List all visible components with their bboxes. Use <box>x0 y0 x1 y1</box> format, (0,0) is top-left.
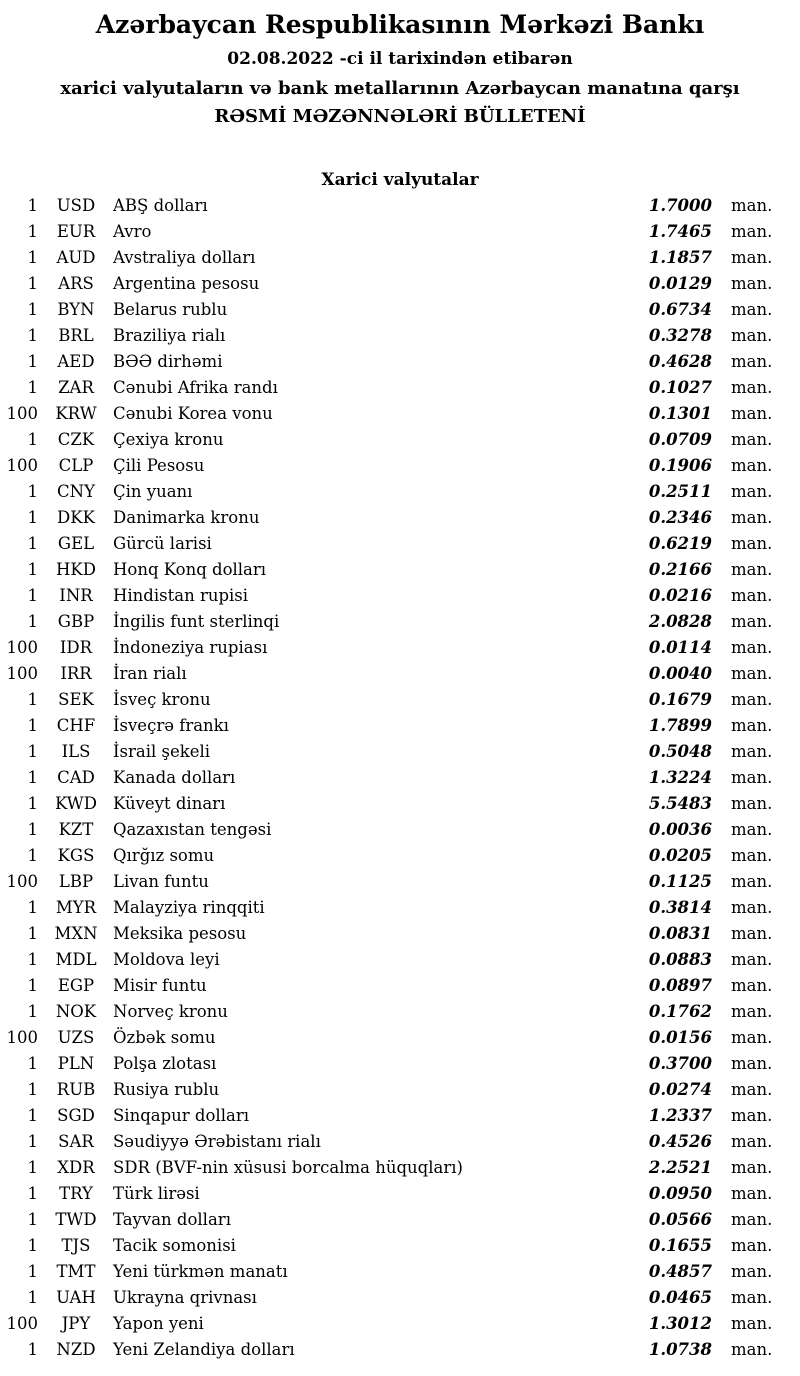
rate-value-cell: 2.2521 <box>648 1158 712 1177</box>
rate-value-cell: 0.0465 <box>648 1288 712 1307</box>
rate-value-cell: 1.3012 <box>648 1314 712 1333</box>
currency-code-cell: KZT <box>58 820 94 839</box>
currency-name-cell: Qırğız somu <box>113 846 215 865</box>
rate-value-cell: 0.2346 <box>648 508 712 527</box>
rate-row <box>0 843 800 869</box>
rate-value-cell: 0.0205 <box>648 846 712 865</box>
unit-cell: man. <box>731 196 773 215</box>
unit-cell: man. <box>731 378 773 397</box>
rate-value-cell: 0.3278 <box>648 326 712 345</box>
currency-code-cell: CNY <box>57 482 95 501</box>
currency-name-cell: Tacik somonisi <box>113 1236 236 1255</box>
rate-value-cell: 1.0738 <box>648 1340 712 1359</box>
currency-name-cell: Kanada dolları <box>113 768 236 787</box>
currency-code-cell: INR <box>59 586 93 605</box>
currency-code-cell: SAR <box>58 1132 94 1151</box>
rate-row <box>0 375 800 401</box>
currency-name-cell: SDR (BVF-nin xüsusi borcalma hüquqları) <box>113 1158 463 1177</box>
rate-row <box>0 1025 800 1051</box>
rates-table <box>0 193 800 1363</box>
quantity-cell: 1 <box>27 1184 38 1203</box>
currency-name-cell: Avro <box>113 222 152 241</box>
rate-value-cell: 0.6734 <box>648 300 712 319</box>
quantity-cell: 1 <box>27 352 38 371</box>
currency-name-cell: Argentina pesosu <box>113 274 260 293</box>
currency-code-cell: XDR <box>57 1158 95 1177</box>
rate-value-cell: 0.4628 <box>648 352 712 371</box>
currency-code-cell: NZD <box>56 1340 96 1359</box>
currency-name-cell: Yeni türkmən manatı <box>113 1262 288 1281</box>
currency-name-cell: Sinqapur dolları <box>113 1106 249 1125</box>
currency-code-cell: MXN <box>54 924 98 943</box>
unit-cell: man. <box>731 664 773 683</box>
currency-name-cell: ABŞ dolları <box>113 196 208 215</box>
currency-name-cell: Honq Konq dolları <box>113 560 267 579</box>
currency-name-cell: Rusiya rublu <box>113 1080 220 1099</box>
unit-cell: man. <box>731 1340 773 1359</box>
quantity-cell: 1 <box>27 846 38 865</box>
unit-cell: man. <box>731 326 773 345</box>
quantity-cell: 100 <box>6 456 38 475</box>
currency-name-cell: Braziliya rialı <box>113 326 226 345</box>
unit-cell: man. <box>731 1106 773 1125</box>
rate-value-cell: 0.0274 <box>648 1080 712 1099</box>
rate-value-cell: 1.7899 <box>648 716 712 735</box>
unit-cell: man. <box>731 534 773 553</box>
rate-row <box>0 1155 800 1181</box>
currency-name-cell: İsveç kronu <box>113 690 211 709</box>
quantity-cell: 1 <box>27 1002 38 1021</box>
quantity-cell: 1 <box>27 976 38 995</box>
currency-name-cell: Yeni Zelandiya dolları <box>113 1340 295 1359</box>
currency-code-cell: KWD <box>55 794 97 813</box>
quantity-cell: 1 <box>27 950 38 969</box>
rate-row <box>0 661 800 687</box>
unit-cell: man. <box>731 1236 773 1255</box>
rate-value-cell: 0.0129 <box>648 274 712 293</box>
unit-cell: man. <box>731 508 773 527</box>
rate-value-cell: 1.7465 <box>648 222 712 241</box>
quantity-cell: 1 <box>27 222 38 241</box>
rate-row <box>0 791 800 817</box>
quantity-cell: 1 <box>27 378 38 397</box>
currency-code-cell: IDR <box>59 638 93 657</box>
rate-row <box>0 921 800 947</box>
unit-cell: man. <box>731 1184 773 1203</box>
currency-name-cell: Misir funtu <box>113 976 207 995</box>
quantity-cell: 1 <box>27 1080 38 1099</box>
currency-name-cell: İndoneziya rupiası <box>113 638 268 657</box>
rate-value-cell: 1.1857 <box>648 248 712 267</box>
currency-code-cell: CAD <box>57 768 95 787</box>
rate-row <box>0 401 800 427</box>
rate-row <box>0 1259 800 1285</box>
currency-code-cell: USD <box>56 196 96 215</box>
currency-name-cell: Danimarka kronu <box>113 508 260 527</box>
currency-name-cell: Qazaxıstan tengəsi <box>113 820 272 839</box>
currency-code-cell: GBP <box>57 612 95 631</box>
quantity-cell: 1 <box>27 1054 38 1073</box>
currency-code-cell: TWD <box>55 1210 97 1229</box>
quantity-cell: 100 <box>6 1028 38 1047</box>
currency-name-cell: İran rialı <box>113 664 187 683</box>
rate-row <box>0 219 800 245</box>
currency-name-cell: Türk lirəsi <box>113 1184 200 1203</box>
bulletin-title: RƏSMİ MƏZƏNNƏLƏRİ BÜLLETENİ <box>214 106 586 127</box>
unit-cell: man. <box>731 482 773 501</box>
rate-value-cell: 0.3814 <box>648 898 712 917</box>
currency-code-cell: CLP <box>58 456 94 475</box>
rate-row <box>0 349 800 375</box>
rate-row <box>0 635 800 661</box>
currency-code-cell: CHF <box>56 716 96 735</box>
rate-value-cell: 0.0566 <box>648 1210 712 1229</box>
currency-code-cell: BYN <box>57 300 95 319</box>
rate-value-cell: 0.3700 <box>648 1054 712 1073</box>
rate-value-cell: 0.1655 <box>648 1236 712 1255</box>
currency-code-cell: KGS <box>57 846 95 865</box>
quantity-cell: 1 <box>27 1288 38 1307</box>
quantity-cell: 1 <box>27 196 38 215</box>
quantity-cell: 1 <box>27 690 38 709</box>
quantity-cell: 1 <box>27 326 38 345</box>
quantity-cell: 1 <box>27 534 38 553</box>
currency-code-cell: TJS <box>61 1236 91 1255</box>
unit-cell: man. <box>731 820 773 839</box>
currency-name-cell: Hindistan rupisi <box>113 586 249 605</box>
currency-code-cell: ILS <box>61 742 91 761</box>
currency-name-cell: BƏƏ dirhəmi <box>113 352 223 371</box>
rate-row <box>0 531 800 557</box>
quantity-cell: 1 <box>27 1262 38 1281</box>
rate-row <box>0 1129 800 1155</box>
unit-cell: man. <box>731 716 773 735</box>
currency-name-cell: Çili Pesosu <box>113 456 205 475</box>
rate-row <box>0 1233 800 1259</box>
currency-name-cell: Moldova leyi <box>113 950 220 969</box>
unit-cell: man. <box>731 1080 773 1099</box>
currency-code-cell: PLN <box>57 1054 95 1073</box>
quantity-cell: 1 <box>27 248 38 267</box>
currency-name-cell: Gürcü larisi <box>113 534 212 553</box>
unit-cell: man. <box>731 586 773 605</box>
currency-name-cell: İsveçrə frankı <box>113 716 229 735</box>
unit-cell: man. <box>731 404 773 423</box>
unit-cell: man. <box>731 742 773 761</box>
currency-name-cell: Meksika pesosu <box>113 924 247 943</box>
rate-value-cell: 0.0897 <box>648 976 712 995</box>
rate-row <box>0 713 800 739</box>
quantity-cell: 100 <box>6 664 38 683</box>
rate-row <box>0 739 800 765</box>
currency-code-cell: IRR <box>60 664 92 683</box>
currency-code-cell: MDL <box>55 950 97 969</box>
currency-code-cell: UZS <box>57 1028 95 1047</box>
bank-title: Azərbaycan Respublikasının Mərkəzi Bankı <box>95 10 705 39</box>
unit-cell: man. <box>731 560 773 579</box>
quantity-cell: 1 <box>27 586 38 605</box>
unit-cell: man. <box>731 898 773 917</box>
rate-value-cell: 5.5483 <box>648 794 712 813</box>
unit-cell: man. <box>731 872 773 891</box>
rate-row <box>0 427 800 453</box>
rate-value-cell: 0.1679 <box>648 690 712 709</box>
rate-value-cell: 0.1762 <box>648 1002 712 1021</box>
quantity-cell: 100 <box>6 872 38 891</box>
currency-name-cell: Özbək somu <box>113 1028 216 1047</box>
rate-row <box>0 271 800 297</box>
quantity-cell: 100 <box>6 1314 38 1333</box>
quantity-cell: 100 <box>6 404 38 423</box>
quantity-cell: 1 <box>27 820 38 839</box>
unit-cell: man. <box>731 1288 773 1307</box>
rate-value-cell: 0.0156 <box>648 1028 712 1047</box>
currency-code-cell: DKK <box>57 508 95 527</box>
currency-code-cell: HKD <box>56 560 96 579</box>
unit-cell: man. <box>731 976 773 995</box>
unit-cell: man. <box>731 222 773 241</box>
currency-code-cell: ZAR <box>58 378 94 397</box>
rate-row <box>0 1051 800 1077</box>
unit-cell: man. <box>731 1002 773 1021</box>
quantity-cell: 1 <box>27 1210 38 1229</box>
rate-row <box>0 1311 800 1337</box>
unit-cell: man. <box>731 1158 773 1177</box>
quantity-cell: 1 <box>27 560 38 579</box>
currency-code-cell: EUR <box>56 222 96 241</box>
rate-value-cell: 0.4857 <box>648 1262 712 1281</box>
rate-value-cell: 0.0709 <box>648 430 712 449</box>
unit-cell: man. <box>731 846 773 865</box>
unit-cell: man. <box>731 300 773 319</box>
unit-cell: man. <box>731 430 773 449</box>
currency-code-cell: AUD <box>56 248 96 267</box>
rate-value-cell: 0.2166 <box>648 560 712 579</box>
effective-date-line: 02.08.2022 -ci il tarixindən etibarən <box>227 49 573 69</box>
unit-cell: man. <box>731 1262 773 1281</box>
currency-code-cell: RUB <box>56 1080 96 1099</box>
currency-code-cell: LBP <box>58 872 94 891</box>
currency-code-cell: SEK <box>58 690 94 709</box>
currency-code-cell: CZK <box>57 430 95 449</box>
rate-row <box>0 687 800 713</box>
quantity-cell: 1 <box>27 898 38 917</box>
rate-value-cell: 1.3224 <box>648 768 712 787</box>
rate-value-cell: 0.1906 <box>648 456 712 475</box>
currency-name-cell: Cənubi Afrika randı <box>113 378 278 397</box>
quantity-cell: 1 <box>27 274 38 293</box>
rate-value-cell: 1.2337 <box>648 1106 712 1125</box>
rate-value-cell: 0.2511 <box>648 482 712 501</box>
rate-row <box>0 245 800 271</box>
rate-value-cell: 2.0828 <box>648 612 712 631</box>
rate-value-cell: 0.0040 <box>648 664 712 683</box>
unit-cell: man. <box>731 924 773 943</box>
rate-value-cell: 0.0114 <box>648 638 712 657</box>
currency-code-cell: UAH <box>56 1288 96 1307</box>
unit-cell: man. <box>731 1028 773 1047</box>
currency-name-cell: Küveyt dinarı <box>113 794 226 813</box>
rate-row <box>0 947 800 973</box>
quantity-cell: 1 <box>27 508 38 527</box>
rate-row <box>0 453 800 479</box>
rate-row <box>0 193 800 219</box>
quantity-cell: 1 <box>27 1106 38 1125</box>
rate-value-cell: 0.4526 <box>648 1132 712 1151</box>
currency-name-cell: İngilis funt sterlinqi <box>113 612 280 631</box>
rate-row <box>0 1285 800 1311</box>
rate-row <box>0 583 800 609</box>
rate-row <box>0 609 800 635</box>
rate-row <box>0 505 800 531</box>
currency-name-cell: Livan funtu <box>113 872 209 891</box>
rate-row <box>0 323 800 349</box>
currency-code-cell: SGD <box>57 1106 95 1125</box>
currency-name-cell: Polşa zlotası <box>113 1054 217 1073</box>
currency-code-cell: EGP <box>57 976 95 995</box>
quantity-cell: 1 <box>27 1236 38 1255</box>
currency-code-cell: NOK <box>55 1002 97 1021</box>
currency-code-cell: KRW <box>55 404 97 423</box>
unit-cell: man. <box>731 274 773 293</box>
rate-row <box>0 1181 800 1207</box>
rate-row <box>0 1207 800 1233</box>
currency-name-cell: Səudiyyə Ərəbistanı rialı <box>113 1132 321 1151</box>
quantity-cell: 1 <box>27 742 38 761</box>
quantity-cell: 1 <box>27 768 38 787</box>
currency-code-cell: ARS <box>58 274 94 293</box>
subject-line: xarici valyutaların və bank metallarının Azərbaycan manatına qarşı <box>60 78 740 99</box>
rate-row <box>0 817 800 843</box>
unit-cell: man. <box>731 638 773 657</box>
rate-value-cell: 0.1125 <box>648 872 712 891</box>
currency-name-cell: Malayziya rinqqiti <box>113 898 265 917</box>
quantity-cell: 1 <box>27 300 38 319</box>
rate-value-cell: 0.1301 <box>648 404 712 423</box>
currency-code-cell: GEL <box>57 534 95 553</box>
quantity-cell: 1 <box>27 430 38 449</box>
currency-code-cell: TMT <box>56 1262 96 1281</box>
rate-value-cell: 0.0883 <box>648 950 712 969</box>
currency-name-cell: Çexiya kronu <box>113 430 224 449</box>
rate-value-cell: 0.6219 <box>648 534 712 553</box>
quantity-cell: 1 <box>27 1132 38 1151</box>
unit-cell: man. <box>731 612 773 631</box>
currency-name-cell: Tayvan dolları <box>113 1210 231 1229</box>
unit-cell: man. <box>731 1132 773 1151</box>
currency-name-cell: Yapon yeni <box>113 1314 204 1333</box>
section-title-foreign-currencies: Xarici valyutalar <box>321 170 479 190</box>
unit-cell: man. <box>731 1054 773 1073</box>
quantity-cell: 1 <box>27 716 38 735</box>
rate-row <box>0 479 800 505</box>
quantity-cell: 1 <box>27 794 38 813</box>
rate-row <box>0 557 800 583</box>
rate-row <box>0 999 800 1025</box>
unit-cell: man. <box>731 690 773 709</box>
currency-code-cell: JPY <box>61 1314 91 1333</box>
unit-cell: man. <box>731 794 773 813</box>
currency-name-cell: İsrail şekeli <box>113 742 211 761</box>
currency-name-cell: Çin yuanı <box>113 482 193 501</box>
rate-row <box>0 1337 800 1363</box>
rate-value-cell: 0.1027 <box>648 378 712 397</box>
unit-cell: man. <box>731 248 773 267</box>
currency-name-cell: Norveç kronu <box>113 1002 228 1021</box>
rate-row <box>0 895 800 921</box>
quantity-cell: 1 <box>27 482 38 501</box>
rate-value-cell: 0.0216 <box>648 586 712 605</box>
rate-value-cell: 0.5048 <box>648 742 712 761</box>
rate-row <box>0 1103 800 1129</box>
unit-cell: man. <box>731 1314 773 1333</box>
currency-code-cell: MYR <box>55 898 97 917</box>
currency-name-cell: Belarus rublu <box>113 300 228 319</box>
currency-name-cell: Avstraliya dolları <box>113 248 256 267</box>
rate-value-cell: 0.0831 <box>648 924 712 943</box>
rate-value-cell: 0.0950 <box>648 1184 712 1203</box>
rate-row <box>0 297 800 323</box>
quantity-cell: 1 <box>27 924 38 943</box>
unit-cell: man. <box>731 1210 773 1229</box>
currency-code-cell: BRL <box>58 326 94 345</box>
unit-cell: man. <box>731 950 773 969</box>
rate-row <box>0 973 800 999</box>
rate-row <box>0 765 800 791</box>
currency-code-cell: AED <box>57 352 95 371</box>
rate-row <box>0 869 800 895</box>
quantity-cell: 1 <box>27 1158 38 1177</box>
quantity-cell: 100 <box>6 638 38 657</box>
quantity-cell: 1 <box>27 1340 38 1359</box>
unit-cell: man. <box>731 768 773 787</box>
unit-cell: man. <box>731 456 773 475</box>
quantity-cell: 1 <box>27 612 38 631</box>
currency-name-cell: Cənubi Korea vonu <box>113 404 273 423</box>
rate-value-cell: 0.0036 <box>648 820 712 839</box>
currency-name-cell: Ukrayna qrivnası <box>113 1288 257 1307</box>
rate-value-cell: 1.7000 <box>648 196 712 215</box>
currency-code-cell: TRY <box>59 1184 93 1203</box>
rate-row <box>0 1077 800 1103</box>
unit-cell: man. <box>731 352 773 371</box>
